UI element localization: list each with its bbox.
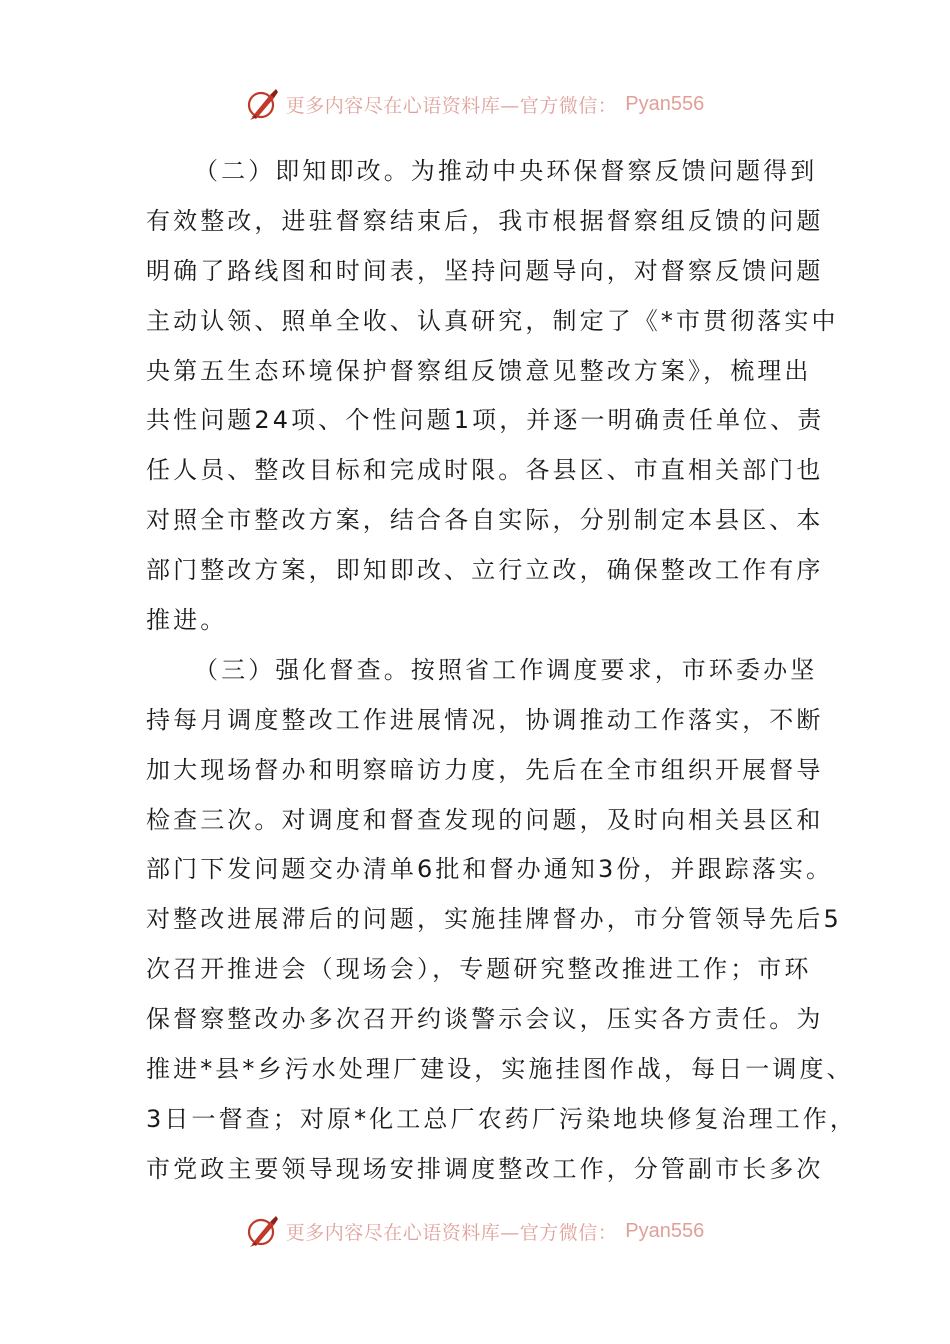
text-line: 加大现场督办和明察暗访力度，先后在全市组织开展督导 <box>146 755 824 784</box>
text-line: 部门整改方案，即知即改、立行立改，确保整改工作有序 <box>146 556 824 585</box>
text-line: 检查三次。对调度和督查发现的问题，及时向相关县区和 <box>146 805 824 834</box>
text-line: （三）强化督查。按照省工作调度要求，市环委办坚 <box>194 655 818 684</box>
text-line: 央第五生态环境保护督察组反馈意见整改方案》，梳理出 <box>146 356 812 385</box>
text-line: 市党政主要领导现场安排调度整改工作，分管副市长多次 <box>146 1154 824 1183</box>
text-line: 对整改进展滞后的问题，实施挂牌督办，市分管领导先后5 <box>146 905 842 934</box>
text-line: 主动认领、照单全收、认真研究，制定了《*市贯彻落实中 <box>146 306 839 335</box>
watermark-text: 更多内容尽在心语资料库—官方微信： <box>285 1221 618 1244</box>
watermark-wechat-id: Pyan556 <box>625 1219 705 1242</box>
text-line: 共性问题24项、个性问题1项，并逐一明确责任单位、责 <box>146 406 825 435</box>
text-line: 3日一督查；对原*化工总厂农药厂污染地块修复治理工作， <box>146 1104 857 1133</box>
text-line: 次召开推进会（现场会），专题研究整改推进工作；市环 <box>146 955 812 984</box>
text-line: 推进。 <box>146 606 228 635</box>
pen-circle-logo-icon <box>246 87 280 121</box>
text-line: 推进*县*乡污水处理厂建设，实施挂图作战，每日一调度、 <box>146 1055 854 1084</box>
text-line: 明确了路线图和时间表，坚持问题导向，对督察反馈问题 <box>146 256 824 285</box>
document-body <box>146 147 857 1195</box>
watermark-header <box>0 84 950 124</box>
text-line: 有效整改，进驻督察结束后，我市根据督察组反馈的问题 <box>146 206 824 235</box>
watermark-footer <box>0 1211 950 1251</box>
text-line: 部门下发问题交办清单6批和督办通知3份，并跟踪落实。 <box>146 855 834 884</box>
text-line: 持每月调度整改工作进展情况，协调推动工作落实，不断 <box>146 705 824 734</box>
text-line: （二）即知即改。为推动中央环保督察反馈问题得到 <box>194 157 818 185</box>
watermark-wechat-id: Pyan556 <box>625 92 705 115</box>
watermark-text: 更多内容尽在心语资料库—官方微信： <box>285 94 618 117</box>
text-line: 对照全市整改方案，结合各自实际，分别制定本县区、本 <box>146 506 824 535</box>
text-line: 保督察整改办多次召开约谈警示会议，压实各方责任。为 <box>146 1005 824 1034</box>
text-line: 任人员、整改目标和完成时限。各县区、市直相关部门也 <box>146 456 824 485</box>
pen-circle-logo-icon <box>246 1214 280 1248</box>
